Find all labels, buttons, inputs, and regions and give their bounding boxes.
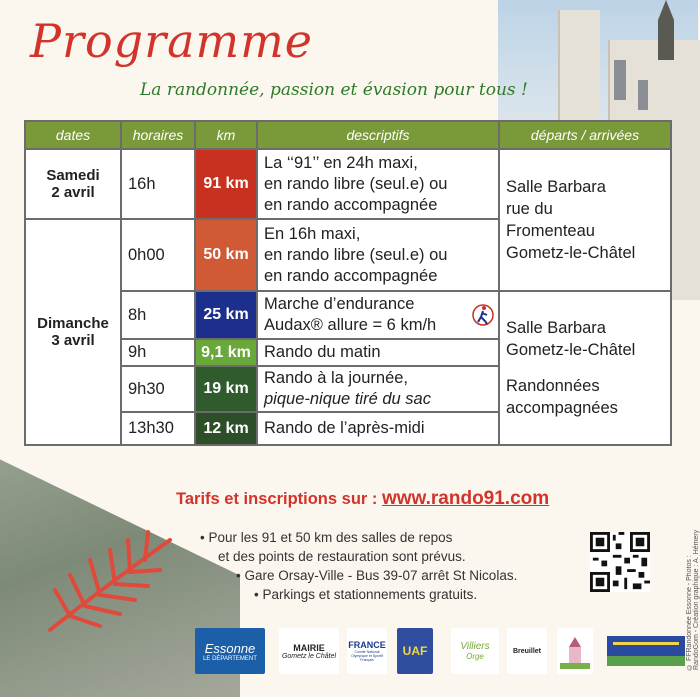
- hour-cell: 0h00: [121, 219, 195, 291]
- logo-subtext: Gometz le Châtel: [281, 652, 337, 660]
- description-line: Marche d’endurance: [264, 295, 415, 313]
- note-line: • Pour les 91 et 50 km des salles de repos: [200, 530, 453, 545]
- day-cell-saturday: [25, 149, 121, 219]
- description-line: Rando de l’après-midi: [264, 419, 425, 437]
- hour-cell: 9h: [121, 339, 195, 366]
- column-header-description: descriptifs: [257, 121, 499, 149]
- day-cell-sunday: [25, 219, 121, 445]
- logo-subtext: Comité National Olympique et Sportif Français: [351, 650, 383, 662]
- program-table: [24, 120, 672, 446]
- column-header-departures: départs / arrivées: [499, 121, 671, 149]
- partner-logos: [195, 628, 685, 678]
- breuillet-logo[interactable]: [507, 628, 547, 674]
- spacer: [506, 361, 664, 375]
- villiers-orge-logo[interactable]: [451, 628, 499, 674]
- note-line: • Parkings et stationnements gratuits.: [254, 587, 478, 602]
- logo-subtext: Orge: [466, 652, 484, 661]
- day-name: Samedi: [46, 167, 100, 184]
- church-logo[interactable]: [557, 628, 593, 674]
- description-line: en rando libre (seul.e) ou: [264, 174, 448, 193]
- logo-subtext: LE DÉPARTEMENT: [203, 655, 257, 662]
- column-header-hours: horaires: [121, 121, 195, 149]
- registration-text: Tarifs et inscriptions sur :: [176, 490, 382, 508]
- table-header-row: [25, 121, 671, 149]
- france-cnosf-logo[interactable]: [347, 628, 387, 674]
- km-badge: 19 km: [195, 366, 257, 412]
- km-badge: 25 km: [195, 291, 257, 339]
- logo-text: FRANCE: [348, 640, 386, 650]
- hour-cell: 8h: [121, 291, 195, 339]
- description-line: Rando à la journée,: [264, 369, 409, 387]
- departure-cell: [499, 291, 671, 445]
- logo-text: MAIRIE: [293, 642, 325, 653]
- description-line: La ‘‘91’’ en 24h maxi,: [264, 153, 418, 172]
- mairie-gometz-logo[interactable]: [279, 628, 339, 674]
- logo-text: Villiers: [460, 641, 490, 652]
- departure-cell: [499, 149, 671, 291]
- page-subtitle: La randonnée, passion et évasion pour tous !: [140, 80, 528, 100]
- departure-line: Gometz-le-Châtel: [506, 341, 636, 359]
- description-cell: [257, 366, 499, 412]
- page-title: Programme: [30, 14, 313, 68]
- logo-text: UAF: [402, 644, 428, 658]
- description-line: Rando du matin: [264, 343, 381, 361]
- registration-line: [176, 488, 549, 510]
- info-notes: [200, 528, 517, 604]
- departure-line: Gometz-le-Châtel: [506, 244, 636, 262]
- description-cell: [257, 291, 499, 339]
- leaf-illustration: [30, 520, 180, 650]
- km-badge: 91 km: [195, 149, 257, 219]
- km-badge: 50 km: [195, 219, 257, 291]
- walker-icon: [472, 302, 494, 328]
- description-line: en rando libre (seul.e) ou: [264, 245, 448, 264]
- table-row: [25, 291, 671, 339]
- departure-line: Salle Barbara: [506, 178, 606, 196]
- departure-line: Fromenteau: [506, 222, 595, 240]
- description-cell: [257, 149, 499, 219]
- banner-logo[interactable]: [607, 636, 685, 666]
- church-icon: [560, 633, 590, 669]
- description-cell: [257, 339, 499, 366]
- note-line: et des points de restauration sont prévus.: [218, 549, 466, 564]
- website-link[interactable]: www.rando91.com: [381, 488, 550, 509]
- km-badge: 9,1 km: [195, 339, 257, 366]
- uaf-logo[interactable]: [397, 628, 433, 674]
- departure-line: rue du: [506, 200, 553, 218]
- description-line: En 16h maxi,: [264, 224, 361, 243]
- table-row: [25, 149, 671, 219]
- qr-code[interactable]: [590, 532, 650, 592]
- hour-cell: 9h30: [121, 366, 195, 412]
- description-line: Audax® allure = 6 km/h: [264, 316, 437, 334]
- hour-cell: 16h: [121, 149, 195, 219]
- km-badge: 12 km: [195, 412, 257, 445]
- description-cell: [257, 219, 499, 291]
- description-line: en rando accompagnée: [264, 195, 438, 214]
- column-header-dates: dates: [25, 121, 121, 149]
- day-date: 2 avril: [51, 184, 95, 201]
- description-line: pique-nique tiré du sac: [264, 390, 431, 408]
- description-cell: [257, 412, 499, 445]
- logo-text: Breuillet: [512, 647, 541, 655]
- day-date: 3 avril: [51, 332, 95, 349]
- departure-line: Salle Barbara: [506, 319, 606, 337]
- logo-text: Essonne: [204, 640, 256, 656]
- essonne-logo[interactable]: [195, 628, 265, 674]
- description-line: en rando accompagnée: [264, 266, 438, 285]
- day-name: Dimanche: [37, 315, 109, 332]
- hour-cell: 13h30: [121, 412, 195, 445]
- banner-icon: [607, 636, 685, 666]
- photo-credit: © FFRandonnée Essonne - Photos : RandoGom - Création graphique : A. Hémery: [686, 529, 700, 670]
- departure-line: accompagnées: [506, 399, 618, 417]
- note-line: • Gare Orsay-Ville - Bus 39-07 arrêt St Nicolas.: [236, 568, 518, 583]
- departure-line: Randonnées: [506, 377, 600, 395]
- column-header-km: km: [195, 121, 257, 149]
